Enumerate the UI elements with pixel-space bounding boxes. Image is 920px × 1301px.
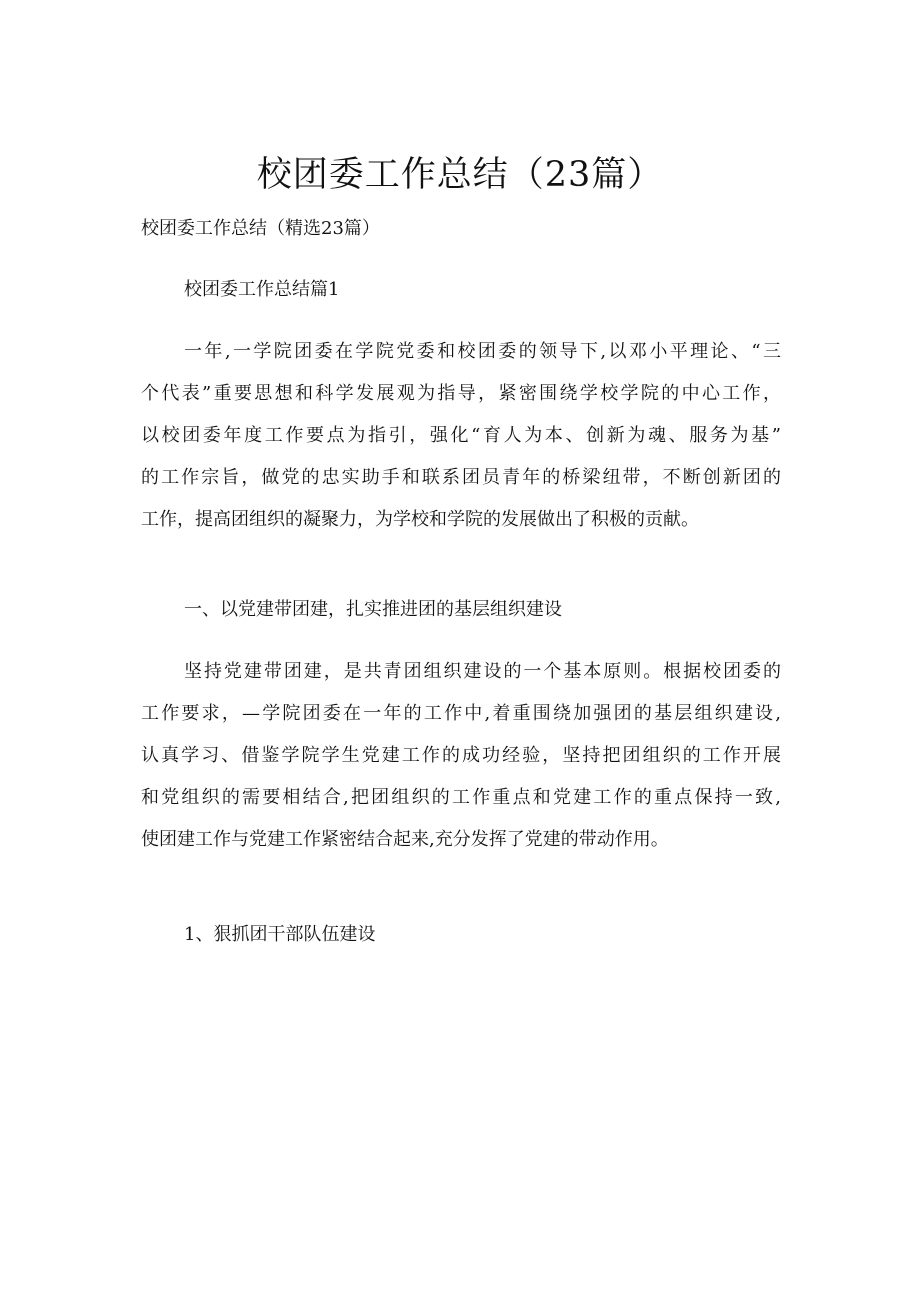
paragraph-1: [141, 331, 781, 541]
paragraph-line: 的工作宗旨，做党的忠实助手和联系团员青年的桥梁纽带，不断创新团的: [141, 467, 781, 488]
paragraph-line: 个代表”重要思想和科学发展观为指导，紧密围绕学校学院的中心工作，: [141, 383, 781, 404]
paragraph-line: 认真学习、借鉴学院学生党建工作的成功经验，坚持把团组织的工作开展: [141, 745, 781, 766]
paragraph-line: 一年,一学院团委在学院党委和校团委的领导下,以邓小平理论、“三: [184, 341, 781, 362]
paragraph-2: [141, 651, 781, 861]
paragraph-line: 以校团委年度工作要点为指引，强化“育人为本、创新为魂、服务为基”: [141, 425, 781, 446]
paragraph-line: 工作要求，—学院团委在一年的工作中,着重围绕加强团的基层组织建设,: [141, 703, 781, 724]
article-heading: 校团委工作总结篇1: [184, 279, 340, 300]
paragraph-line: 工作，提高团组织的凝聚力，为学校和学院的发展做出了积极的贡献。: [141, 509, 699, 530]
document-title: 校团委工作总结（23篇）: [256, 155, 664, 195]
subsection-heading: 1、狠抓团干部队伍建设: [184, 924, 376, 945]
document-subtitle: 校团委工作总结（精选23篇）: [141, 218, 380, 239]
section-heading: 一、以党建带团建，扎实推进团的基层组织建设: [184, 599, 562, 620]
paragraph-line: 坚持党建带团建，是共青团组织建设的一个基本原则。根据校团委的: [184, 661, 781, 682]
paragraph-line: 使团建工作与党建工作紧密结合起来,充分发挥了党建的带动作用。: [141, 829, 669, 850]
paragraph-line: 和党组织的需要相结合,把团组织的工作重点和党建工作的重点保持一致,: [141, 787, 781, 808]
